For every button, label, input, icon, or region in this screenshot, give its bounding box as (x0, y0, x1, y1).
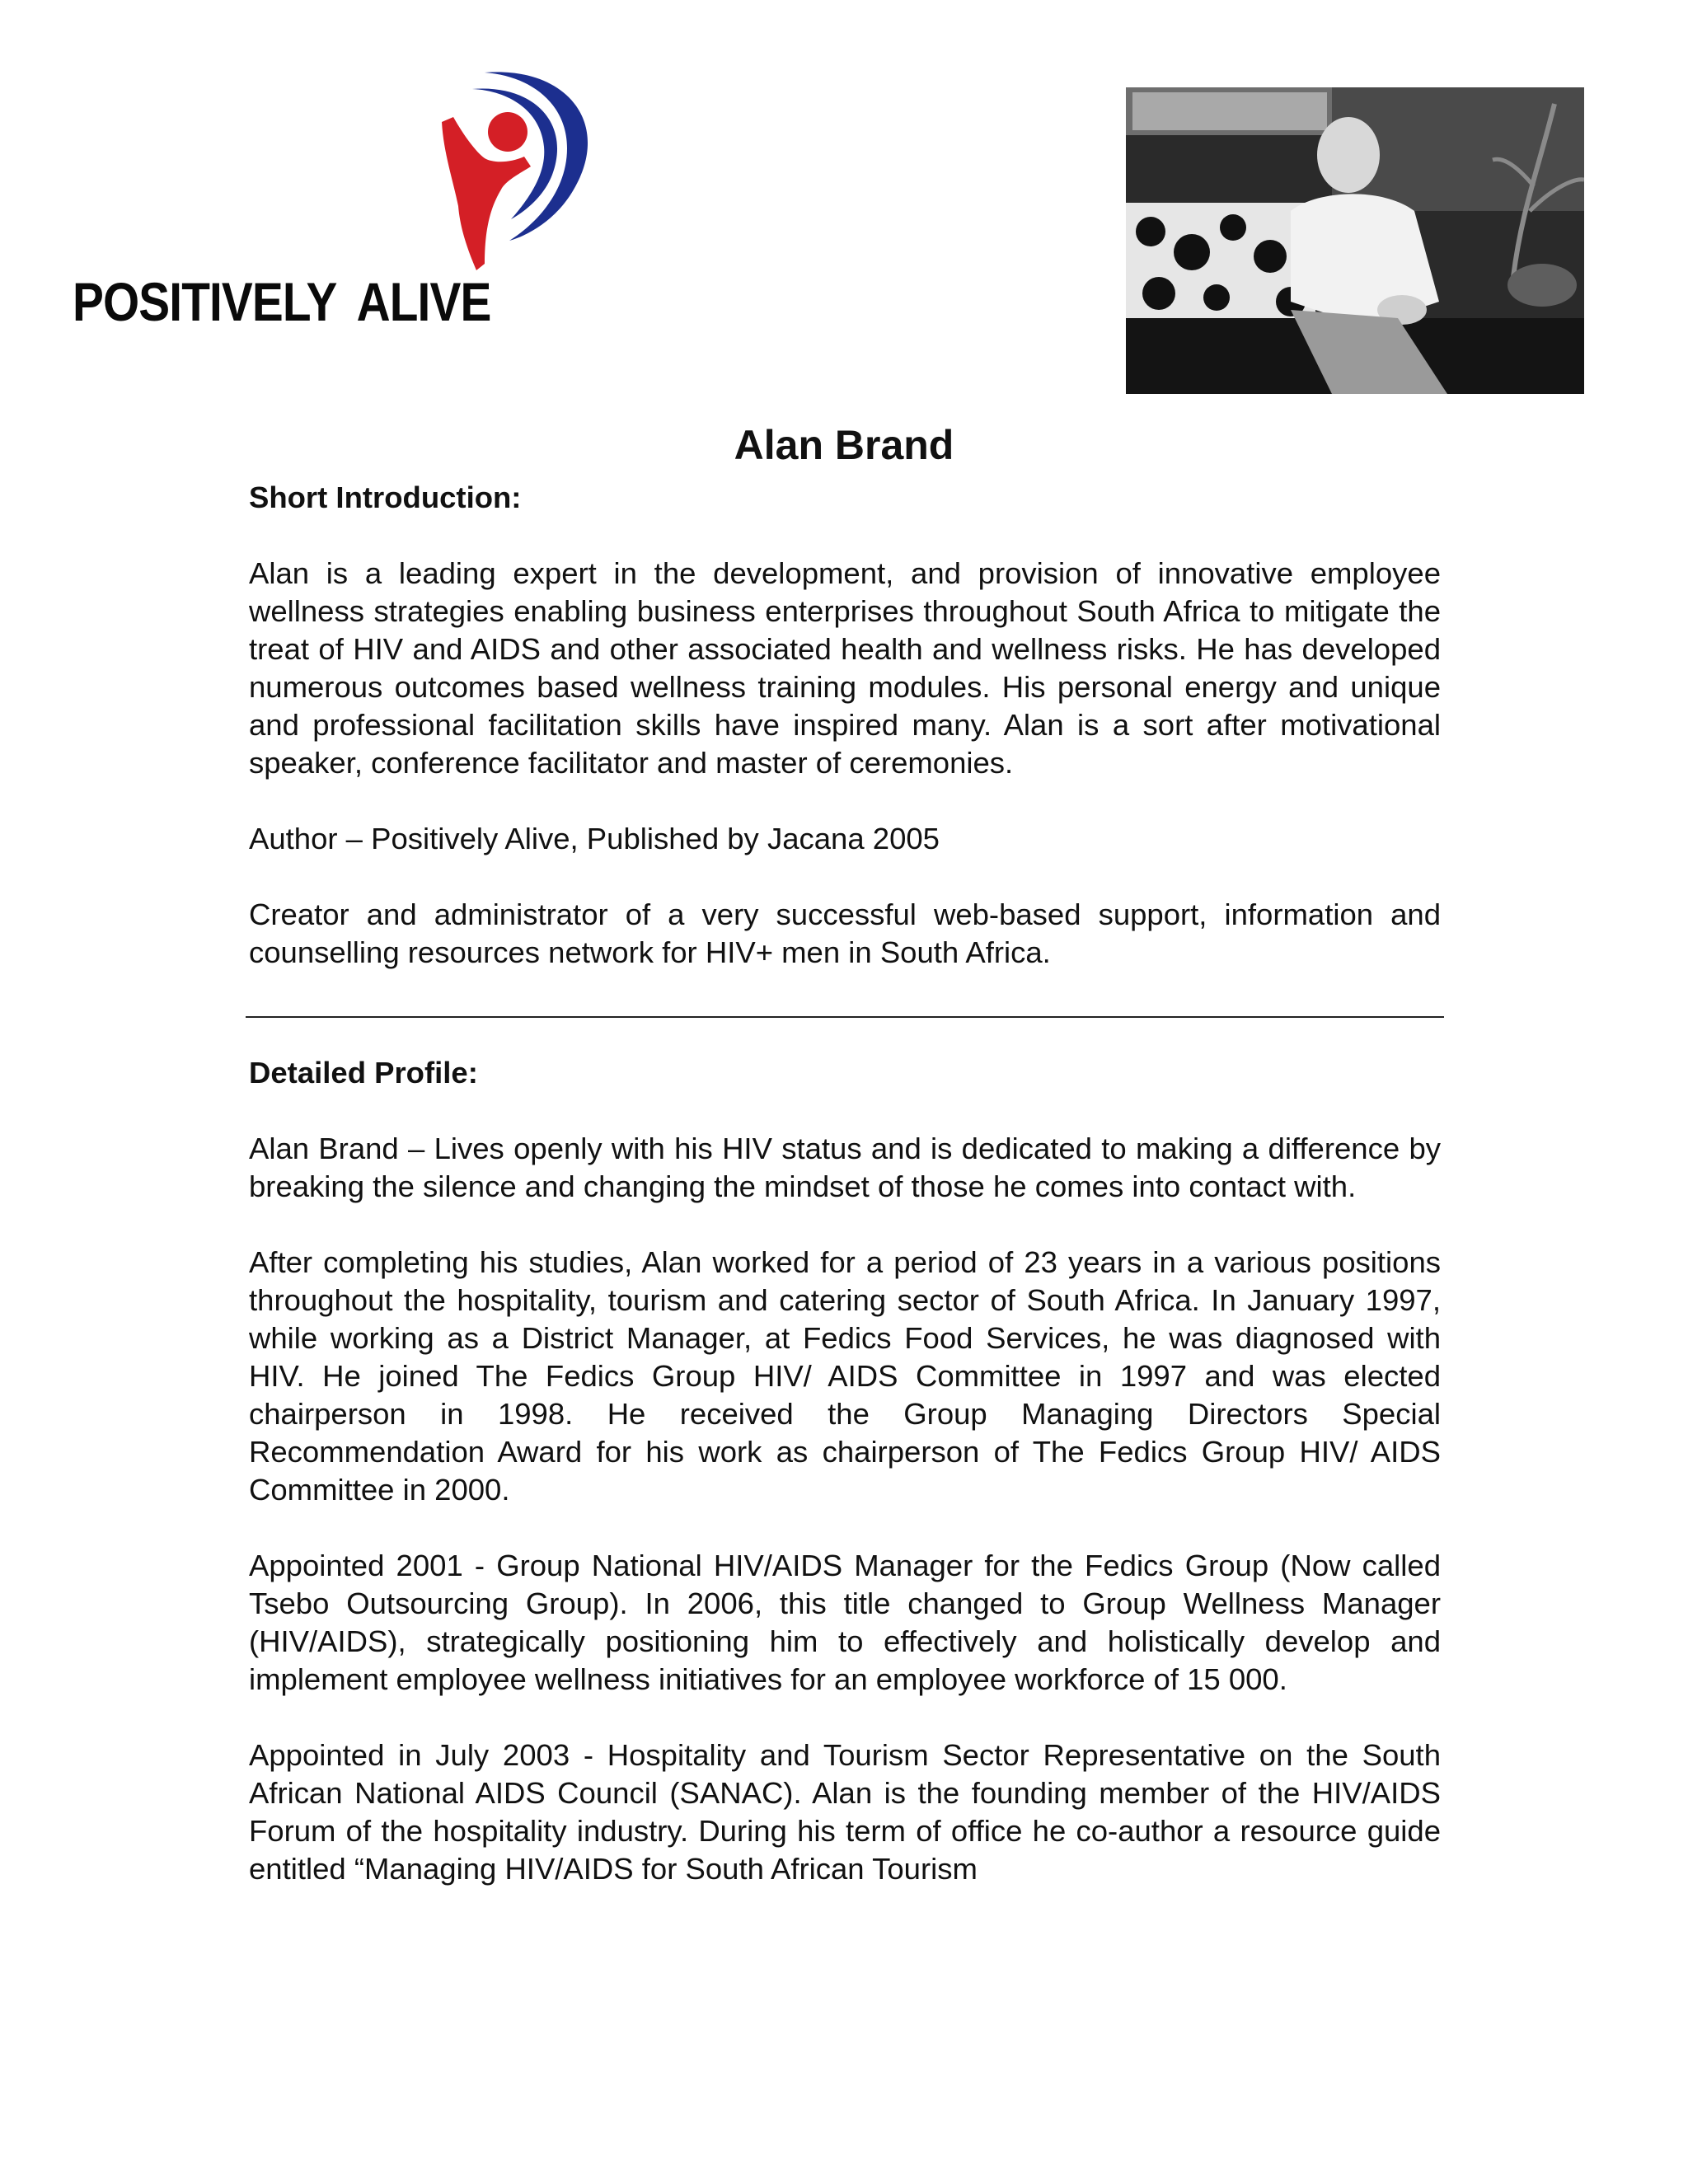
intro-paragraph: Creator and administrator of a very successful web-based support, information and counselling resources network for HIV+ men in South Africa. (249, 898, 1441, 969)
profile-paragraph: Appointed 2001 - Group National HIV/AIDS Manager for the Fedics Group (Now called Tsebo Outsourcing Group). In 2006, this title changed to Group Wellness Manager (HIV/AIDS), strategically positioning him to effectively and holistically develop and implement employee wellness initiatives for an employee workforce of 15 000. (249, 1549, 1441, 1696)
logo-wordmark (73, 270, 490, 333)
short-introduction-section (249, 479, 1441, 972)
positively-alive-logo (73, 66, 600, 338)
logo-text-left: POSITIVELY (73, 271, 337, 332)
intro-paragraph: Author – Positively Alive, Published by Jacana 2005 (249, 822, 940, 855)
profile-paragraph: After completing his studies, Alan worked for a period of 23 years in a various positions throughout the hospitality, tourism and catering sector of South Africa. In January 1997, while working as a District Manager, at Fedics Food Services, he was diagnosed with HIV. He joined The Fedics Group HIV/ AIDS Committee in 1997 and was elected chairperson in 1998. He received the Group Managing Directors Special Recommendation Award for his work as chairperson of The Fedics Group HIV/ AIDS Committee in 2000. (249, 1245, 1441, 1507)
portrait-photo (1126, 87, 1584, 394)
logo-text-right: ALIVE (356, 271, 491, 332)
portrait-photo-icon (1126, 87, 1584, 394)
detailed-profile-heading: Detailed Profile: (249, 1056, 478, 1090)
section-divider (246, 1016, 1444, 1018)
short-introduction-heading: Short Introduction: (249, 480, 522, 514)
profile-paragraph: Appointed in July 2003 - Hospitality and Tourism Sector Representative on the South African National AIDS Council (SANAC). Alan is the founding member of the HIV/AIDS Forum of the hospitality industry. During his term of office he co-author a resource guide entitled “Managing HIV/AIDS for South African Tourism (249, 1738, 1441, 1886)
intro-paragraph: Alan is a leading expert in the development, and provision of innovative employee wellness strategies enabling business enterprises throughout South Africa to mitigate the treat of HIV and AIDS and other associated health and wellness risks. He has developed numerous outcomes based wellness training modules. His personal energy and unique and professional facilitation skills have inspired many. Alan is a sort after motivational speaker, conference facilitator and master of ceremonies. (249, 556, 1441, 780)
page-title: Alan Brand (734, 422, 954, 468)
profile-paragraph: Alan Brand – Lives openly with his HIV status and is dedicated to making a difference by breaking the silence and changing the mindset of those he comes into contact with. (249, 1132, 1441, 1203)
logo-figure-icon (361, 66, 608, 272)
detailed-profile-section (249, 1054, 1441, 1888)
